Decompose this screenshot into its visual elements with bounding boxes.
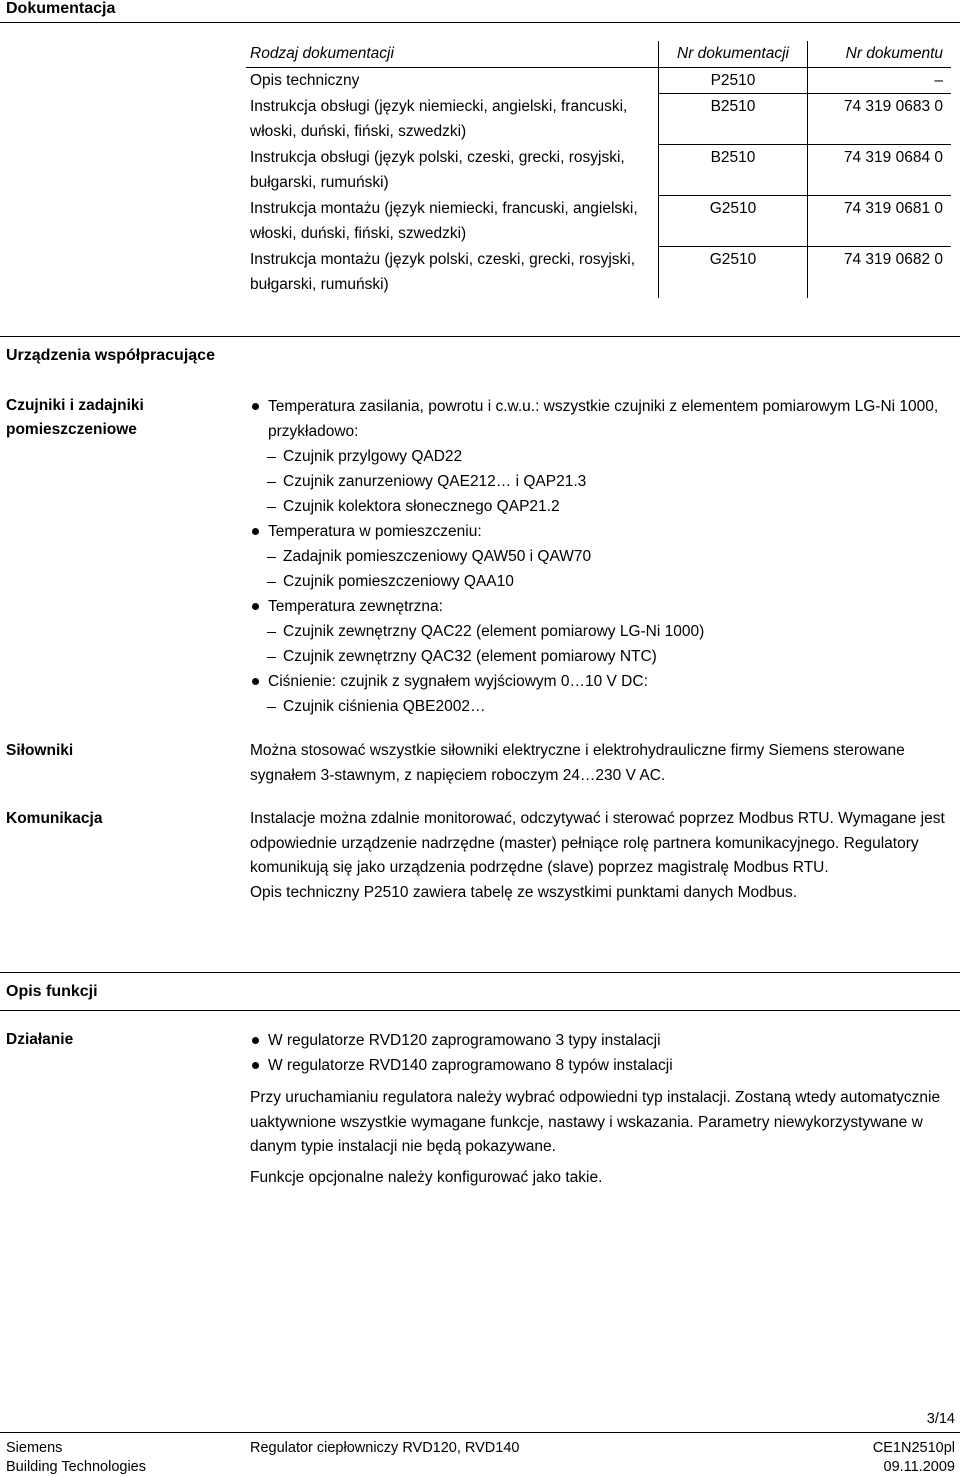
table-row <box>246 94 951 145</box>
cell-type: Instrukcja obsługi (język niemiecki, angielski, francuski, włoski, duński, fiński, szwedzki) <box>250 97 628 140</box>
cell-doc: B2510 <box>659 94 808 145</box>
page-number: 3/14 <box>926 1411 955 1427</box>
list-item: Czujnik kolektora słonecznego QAP21.2 <box>250 494 950 519</box>
list-item: Czujnik zewnętrzny QAC32 (element pomiarowy NTC) <box>250 644 950 669</box>
list-item: Czujnik przylgowy QAD22 <box>250 444 950 469</box>
label-dzialanie: Działanie <box>6 1031 74 1048</box>
dzialanie-content <box>250 1028 950 1190</box>
section-divider <box>0 972 960 973</box>
document-date: 09.11.2009 <box>883 1459 955 1475</box>
section-divider <box>0 336 960 337</box>
cell-num: – <box>808 67 952 94</box>
footer-meta <box>873 1439 955 1477</box>
list-item: Ciśnienie: czujnik z sygnałem wyjściowym 0…10 V DC: <box>250 669 950 694</box>
company-name: Siemens <box>6 1440 63 1456</box>
document-code: CE1N2510pl <box>872 1440 955 1456</box>
list-item: W regulatorze RVD140 zaprogramowano 8 typów instalacji <box>250 1053 950 1078</box>
cell-doc: G2510 <box>659 247 808 298</box>
section-title-opis-funkcji: Opis funkcji <box>6 983 98 1000</box>
cell-type: Instrukcja montażu (język polski, czeski, grecki, rosyjski, bułgarski, rumuński) <box>250 250 636 293</box>
komunikacja-paragraph: Opis techniczny P2510 zawiera tabelę ze wszystkimi punktami danych Modbus. <box>250 883 798 901</box>
section-title-dokumentacja: Dokumentacja <box>6 0 116 17</box>
header-type: Rodzaj dokumentacji <box>246 41 659 67</box>
table-row <box>246 196 951 247</box>
list-item: W regulatorze RVD120 zaprogramowano 3 typy instalacji <box>250 1028 950 1053</box>
table-row <box>246 145 951 196</box>
cell-type: Opis techniczny <box>250 71 360 89</box>
cell-doc: G2510 <box>659 196 808 247</box>
table-row <box>246 67 951 94</box>
list-item: Czujnik ciśnienia QBE2002… <box>250 694 950 719</box>
cell-doc: P2510 <box>659 67 808 94</box>
company-division: Building Technologies <box>6 1459 147 1475</box>
cell-num: 74 319 0683 0 <box>808 94 952 145</box>
table-row <box>246 247 951 298</box>
list-item: Zadajnik pomieszczeniowy QAW50 i QAW70 <box>250 544 950 569</box>
list-item: Czujnik zanurzeniowy QAE212… i QAP21.3 <box>250 469 950 494</box>
list-item: Temperatura zewnętrzna: <box>250 594 950 619</box>
section-title-urzadzenia: Urządzenia współpracujące <box>6 347 215 364</box>
header-doc-number: Nr dokumentacji <box>659 41 808 67</box>
cell-num: 74 319 0682 0 <box>808 247 952 298</box>
header-document-number: Nr dokumentu <box>808 41 952 67</box>
cell-type: Instrukcja montażu (język niemiecki, francuski, angielski, włoski, duński, fiński, szwedzki) <box>250 199 638 242</box>
footer-company <box>6 1439 146 1477</box>
list-item: Temperatura w pomieszczeniu: <box>250 519 950 544</box>
cell-type: Instrukcja obsługi (język polski, czeski, grecki, rosyjski, bułgarski, rumuński) <box>250 148 625 191</box>
table-header-row <box>246 41 951 67</box>
cell-doc: B2510 <box>659 145 808 196</box>
documentation-table <box>246 41 951 298</box>
label-silowniki: Siłowniki <box>6 742 74 759</box>
cell-num: 74 319 0681 0 <box>808 196 952 247</box>
komunikacja-text <box>250 807 950 905</box>
silowniki-text: Można stosować wszystkie siłowniki elektryczne i elektrohydrauliczne firmy Siemens sterowane sygnałem 3-stawnym, z napięciem roboczym 24…230 V AC. <box>250 742 905 784</box>
cell-num: 74 319 0684 0 <box>808 145 952 196</box>
list-item: Czujnik zewnętrzny QAC22 (element pomiarowy LG-Ni 1000) <box>250 619 950 644</box>
dzialanie-paragraph: Przy uruchamianiu regulatora należy wybrać odpowiedni typ instalacji. Zostaną wtedy automatycznie uaktywnione wszystkie wymagane funkcje, nastawy i wskazania. Parametry niewykorzystywane w danym typie instalacji nie będą pokazywane. <box>250 1089 941 1155</box>
section-divider <box>0 22 960 23</box>
komunikacja-paragraph: Instalacje można zdalnie monitorować, odczytywać i sterować poprzez Modbus RTU. Wymagane jest odpowiednie urządzenie nadrzędne (master) pełniące rolę partnera komunikacyjnego. Regulatory komunikują się jako urządzenia podrzędne (slave) poprzez magistralę Modbus RTU. <box>250 810 945 876</box>
list-item: Temperatura zasilania, powrotu i c.w.u.: wszystkie czujniki z elementem pomiarowym LG-Ni 1000, przykładowo: <box>250 394 950 444</box>
dzialanie-paragraph: Funkcje opcjonalne należy konfigurować jako takie. <box>250 1168 603 1186</box>
czujniki-content <box>250 394 950 719</box>
label-czujniki: Czujniki i zadajniki pomieszczeniowe <box>6 397 144 438</box>
footer-divider <box>0 1432 960 1433</box>
list-item: Czujnik pomieszczeniowy QAA10 <box>250 569 950 594</box>
footer-title: Regulator ciepłowniczy RVD120, RVD140 <box>250 1440 520 1456</box>
label-komunikacja: Komunikacja <box>6 810 103 827</box>
section-divider <box>0 1010 960 1011</box>
